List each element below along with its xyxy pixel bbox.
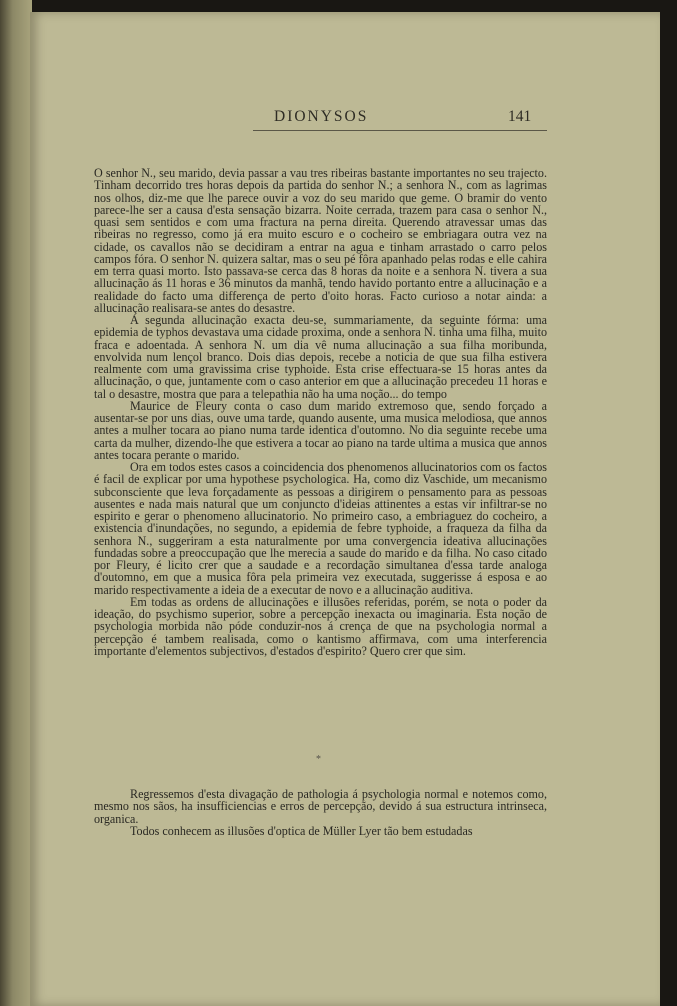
paragraph: O senhor N., seu marido, devia passar a vau tres ribeiras bastante importantes no seu trajecto. Tinham decorrido tres horas depois da partida do senhor N.; a senhora N., com as lagrimas nos olhos, diz-me que lhe parece ouvir a voz do seu marido que geme. O bramir do vento parece-lhe ser a causa d'esta sensação bizarra. Noite cerrada, trazem para casa o senhor N., quasi sem sentidos e com uma fractura na perna direita. Querendo atravessar umas das ribeiras no regresso, como já era muito escuro e o cocheiro se embriagara outra vez na cidade, os cavallos não se decidiram a entrar na agua e tinham arrastado o carro pelos campos fóra. O senhor N. quizera saltar, mas o seu pé fôra apanhado pelas rodas e elle cahira em terra quasi morto. Isto passava-se cerca das 8 horas da noite e a senhora N. tivera a sua allucinação ás 11 horas e 36 minutos da manhã, tendo havido portanto entre a allucinação e a realidade do facto uma differença de perto d'oito horas. Facto curioso a notar ainda: a allucinação realisara-se antes do desastre.: [94, 166, 547, 315]
second-text-block: [94, 788, 547, 837]
paragraph: Maurice de Fleury conta o caso dum marido extremoso que, sendo forçado a ausentar-se por uns dias, ouve uma tarde, quando ausente, uma musica melodiosa, que annos antes a mulher tocara ao piano numa tarde identica d'outomno. No dia seguinte recebe uma carta da mulher, dizendo-lhe que estivera a tocar ao piano na tarde ultima a musica que annos antes tocara perante o marido.: [94, 398, 547, 462]
book-spine-edge: [0, 0, 32, 1006]
running-title: DIONYSOS: [274, 108, 369, 125]
page-number: 141: [508, 108, 532, 125]
paragraph: Em todas as ordens de allucinações e illusões referidas, porém, se nota o poder da ideação, do psychismo superior, sobre a percepção inexacta ou imaginaria. Esta noção de psychologia morbida não póde conduzir-nos á crença de que na psychologia normal a percepção é tambem realisada, como o kantismo affirmava, com uma interferencia importante d'elementos subjectivos, d'estados d'espirito? Quero crer que sim.: [94, 594, 547, 658]
main-text-block: [94, 167, 547, 657]
paragraph: Todos conhecem as illusões d'optica de Müller Lyer tão bem estudadas: [130, 823, 473, 838]
paragraph: Ora em todos estes casos a coincidencia dos phenomenos allucinatorios com os factos é facil de explicar por uma hypothese psychologica. Ha, como diz Vaschide, um mecanismo subconsciente que leva forçadamente as pessoas a dirigirem o pensamento para as pessoas ausentes e nada mais natural que um conjuncto d'ideias attinentes a estas vir infiltrar-se no espirito e gerar o phenomeno allucinatorio. No primeiro caso, a embriaguez do cocheiro, a existencia d'inundações, no segundo, a epidemia de febre typhoide, a fraqueza da filha da senhora N., suggeriram a esta naturalmente por uma convergencia ideativa allucinações fundadas sobre a preoccupação que lhe merecia a saude do marido e da filha. No caso citado por Fleury, é licito crer que a saudade e a recordação simultanea d'essa tarde analoga d'outomno, em que a musica fôra pela primeira vez executada, suggerisse á esposa e ao marido respectivamente a ideia de a executar de novo e a allucinação auditiva.: [94, 460, 547, 597]
section-separator: *: [316, 754, 321, 765]
paragraph: A segunda allucinação exacta deu-se, summariamente, da seguinte fórma: uma epidemia de typhos devastava uma cidade proxima, onde a senhora N. tinha uma filha, muito fraca e adoentada. A senhora N. um dia vê numa allucinação a sua filha moribunda, envolvida num lençol branco. Dois dias depois, recebe a noticia de que sua filha estivera realmente com uma gravissima crise typhoide. Esta crise effectuara-se 15 horas antes da allucinação, o que, juntamente com o caso anterior em que a allucinação precedeu 11 horas e tal o desastre, mostra que para a telepathia não ha uma noção... do tempo: [94, 313, 547, 401]
paragraph: Regressemos d'esta divagação de pathologia á psychologia normal e notemos como, mesmo nos sãos, ha insufficiencias e erros de percepção, devido á sua estructura intrinseca, organica.: [94, 787, 547, 826]
header-rule: [253, 130, 547, 131]
